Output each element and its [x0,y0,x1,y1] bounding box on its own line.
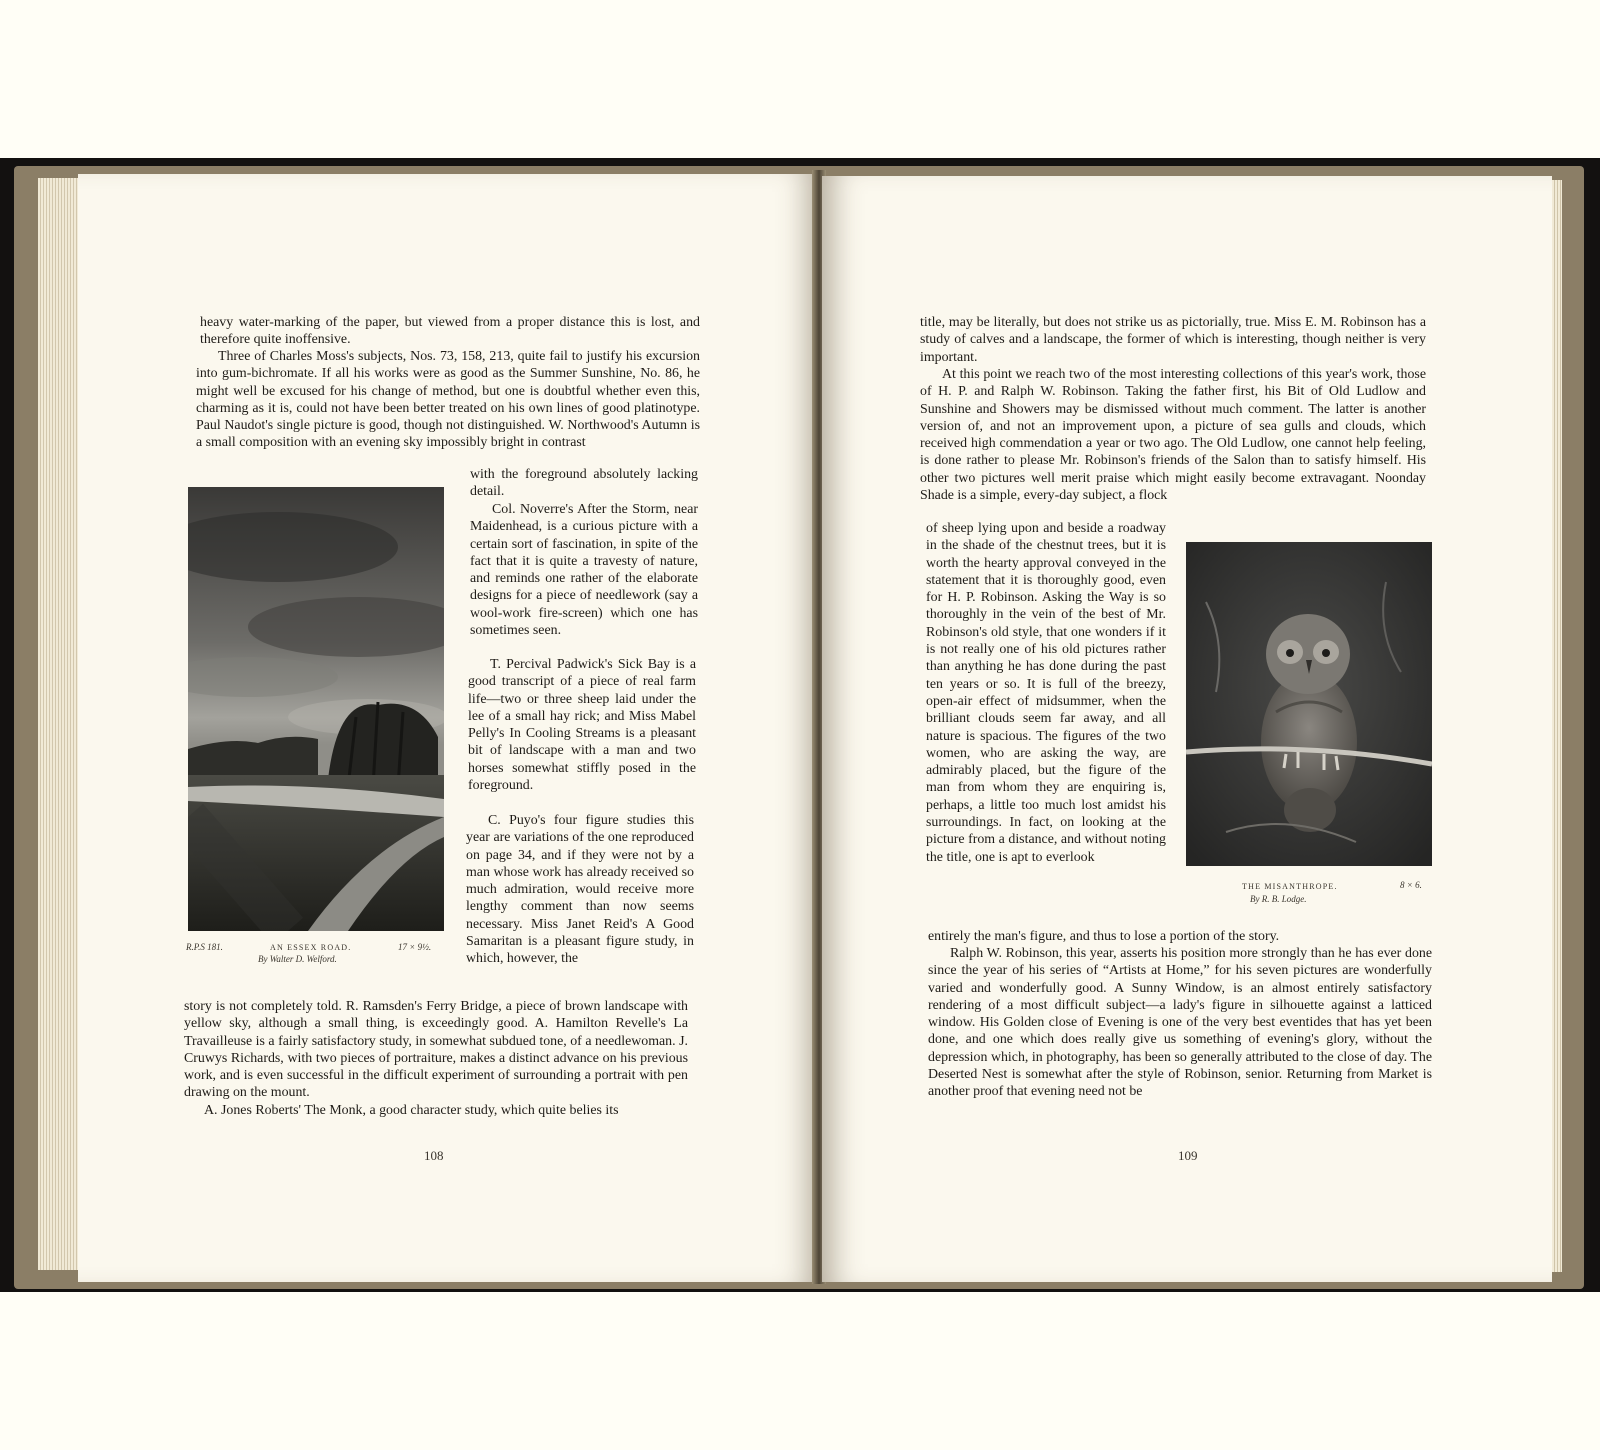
right-paragraph-2: At this point we reach two of the most interesting collections of this year's work, those of H. P. and Ralph W. Robinson. Taking the father first, his Bit of Old Ludlow and Sunshine and Showers may be dismissed without much comment. The latter is another version of, and not an improvement upon, a picture of sea gulls and clouds, which received high commendation a year or two ago. The Old Ludlow, one cannot help feeling, is done rather to please Mr. Robinson's friends of the Salon than to satisfy himself. His other two pictures well merit praise which might easily become extravagant. Noonday Shade is a simple, every-day subject, a flock [920,367,1426,504]
left-paragraph-4: T. Percival Padwick's Sick Bay is a good transcript of a piece of real farm life—two or three sheep laid under the lee of a small hay rick; and Miss Mabel Pelly's In Cooling Streams is a pleasant bit of landscape with a man and two horses somewhat stiffly posed in the foreground. [468,657,696,794]
left-page [78,174,818,1282]
essex-road-credit: By Walter D. Welford. [258,954,337,964]
essex-road-photograph [188,487,444,931]
left-page-number: 108 [424,1148,444,1163]
misanthrope-credit: By R. B. Lodge. [1250,894,1307,904]
right-paragraph-2-end: entirely the man's figure, and thus to lose a portion of the story. [928,929,1280,944]
misanthrope-size: 8 × 6. [1400,880,1422,890]
essex-road-plate-ref: R.P.S 181. [186,942,223,952]
left-paragraph-7: A. Jones Roberts' The Monk, a good character study, which quite belies its [204,1103,619,1118]
right-paragraph-3: Ralph W. Robinson, this year, asserts his position more strongly than he has ever done since the year of his series of “Artists at Home,” for his seven pictures are wonderfully varied and wonderfully good. A Sunny Window, is an almost entirely satisfactory rendering of a most difficult subject—a lady's figure in silhouette against a latticed window. His Golden close of Evening is one of the very best eventides that has yet been done, and one which does really give us something of evening's glory, without the depression which, in photography, has been so generally attributed to the close of day. The Deserted Nest is somewhat after the style of Robinson, senior. Returning from Market is another proof that evening need not be [928,946,1432,1100]
essex-road-title: AN ESSEX ROAD. [270,943,352,952]
left-paragraph-2-continued: with the foreground absolutely lacking detail. [470,467,698,500]
left-paragraph-5: C. Puyo's four figure studies this year are variations of the one reproduced on page 34, and if they were not by a man whose work has already received so much admiration, would receive more lengthy comment than now seems necessary. Miss Janet Reid's A Good Samaritan is a pleasant figure study, in which, however, the [466,813,694,967]
left-paragraph-2: Three of Charles Moss's subjects, Nos. 73, 158, 213, quite fail to justify his excursion into gum-bichromate. If all his works were as good as the Summer Sunshine, No. 86, he might well be excused for his change of method, but one is doubtful whether even this, charming as it is, could not have been better treated on his own lines of good platinotype. Paul Naudot's single picture is good, though not distinguished. W. Northwood's Autumn is a small composition with an evening sky impossibly bright in contrast [196,349,700,451]
left-paragraph-1: heavy water-marking of the paper, but viewed from a proper distance this is lost, and therefore quite inoffensive. [200,315,700,348]
right-paragraph-2-continued: of sheep lying upon and beside a roadway in the shade of the chestnut trees, but it is worth the hearty approval conveyed in the statement that it is thoroughly good, even for H. P. Robinson. Asking the Way is so thoroughly in the vein of the best of Mr. Robinson's old style, that one wonders if it is not really one of his old pictures rather than anything he has done during the past ten years or so. It is full of the breezy, open-air effect of midsummer, when the brilliant clouds seem far away, and all nature is spacious. The figures of the two women, who are asking the way, are admirably placed, but the figure of the man from whom they are enquiring is, perhaps, a little too much lost amidst his surroundings. In fact, on looking at the picture from a distance, and without noting the title, one is apt to everlook [926,521,1166,865]
right-paragraph-1: title, may be literally, but does not strike us as pictorially, true. Miss E. M. Robinson has a study of calves and a landscape, the former of which is interesting, though neither is very important. [920,315,1426,365]
left-paragraph-3: Col. Noverre's After the Storm, near Maidenhead, is a curious picture with a certain sort of fascination, in spite of the fact that it is quite a travesty of nature, and reminds one rather of the elaborate designs for a piece of needlework (say a wool-work fire-screen) which one has sometimes seen. [470,502,698,639]
misanthrope-owl-photograph [1186,542,1432,866]
left-paragraph-6: story is not completely told. R. Ramsden's Ferry Bridge, a piece of brown landscape with yellow sky, although a small thing, is exceedingly good. A. Hamilton Revelle's La Travailleuse is a fairly satisfactory study, in somewhat subdued tone, of a needlewoman. J. Cruwys Richards, with two pieces of portraiture, makes a distinct advance on his previous work, and is even successful in the difficult experiment of surrounding a portrait with pen drawing on the mount. [184,999,688,1101]
essex-road-size: 17 × 9½. [398,942,432,952]
misanthrope-title: THE MISANTHROPE. [1242,882,1338,891]
right-page [822,176,1552,1282]
right-page-number: 109 [1178,1148,1198,1163]
